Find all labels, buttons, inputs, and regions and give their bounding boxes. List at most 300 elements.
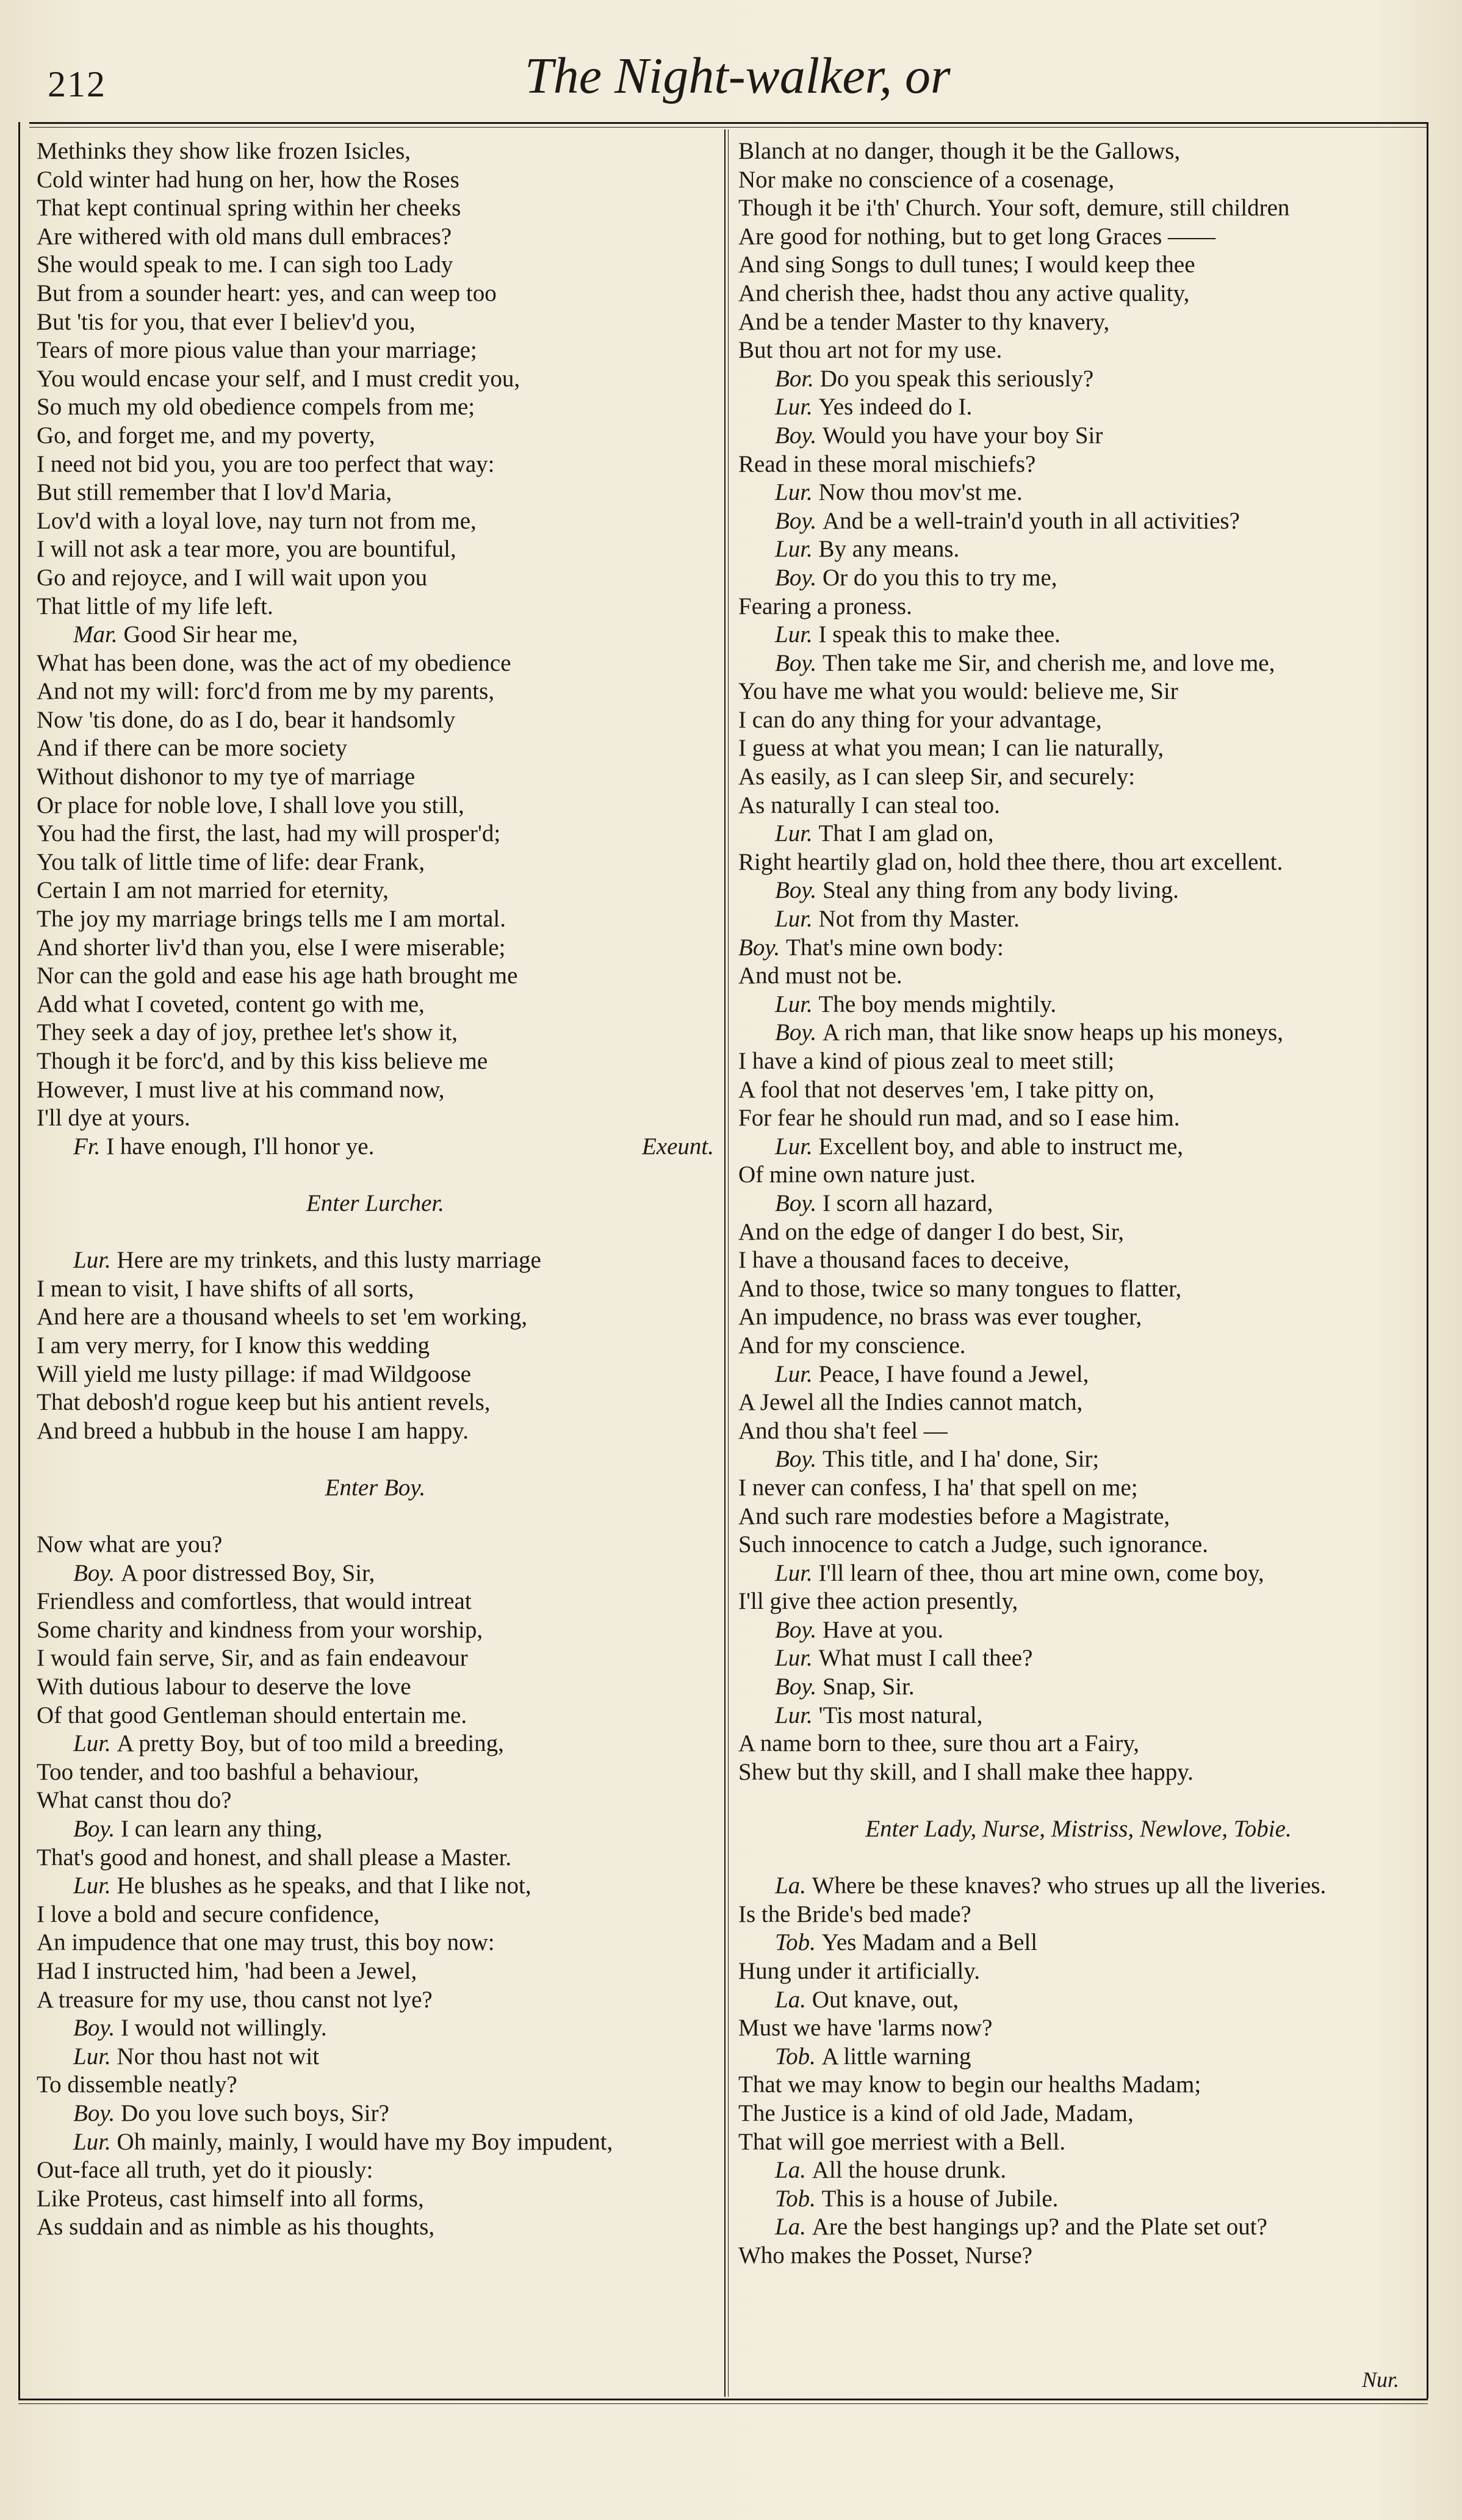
verse-line (738, 1246, 1419, 1275)
line-text: And shorter liv'd than you, else I were miserable; (37, 934, 506, 961)
line-text: But thou art not for my use. (738, 337, 1003, 364)
line-text: That I am glad on, (818, 820, 994, 847)
verse-line (37, 1957, 714, 1986)
verse-line (738, 1872, 1419, 1901)
verse-line (738, 1190, 1419, 1218)
line-text: Have at you. (822, 1616, 944, 1643)
verse-line (738, 1104, 1419, 1133)
line-text: Go and rejoyce, and I will wait upon you (37, 564, 428, 591)
line-text: I will not ask a tear more, you are bountiful, (37, 536, 456, 563)
line-text: A pretty Boy, but of too mild a breeding, (117, 1730, 504, 1757)
verse-line (37, 223, 714, 251)
verse-line (738, 1019, 1419, 1047)
line-text: I have a kind of pious zeal to meet still; (738, 1048, 1115, 1074)
verse-line (37, 792, 714, 820)
line-text: And not my will: forc'd from me by my parents, (37, 678, 495, 705)
verse-line (738, 1133, 1419, 1161)
verse-line (37, 137, 714, 166)
line-text: Nor thou hast not wit (117, 2043, 320, 2070)
line-text: Yes indeed do I. (818, 394, 973, 421)
verse-line (738, 1929, 1419, 1957)
line-text: That we may know to begin our healths Madam; (738, 2071, 1201, 2098)
line-text: As suddain and as nimble as his thoughts, (37, 2214, 435, 2240)
verse-line (37, 649, 714, 678)
line-text: Are the best hangings up? and the Plate set out? (812, 2214, 1267, 2240)
speaker-prefix: Lur. (775, 820, 819, 847)
line-text: Are good for nothing, but to get long Graces —— (738, 223, 1216, 250)
verse-line (37, 1673, 714, 1702)
line-text: A little warning (821, 2043, 971, 2070)
verse-line (738, 1587, 1419, 1616)
line-text: Is the Bride's bed made? (738, 1901, 971, 1927)
verse-line (738, 649, 1419, 678)
line-text: And on the edge of danger I do best, Sir, (738, 1218, 1125, 1245)
verse-line (37, 905, 714, 934)
speaker-prefix: Lur. (775, 1645, 819, 1672)
verse-line (738, 2043, 1419, 2071)
verse-line (738, 593, 1419, 621)
verse-line (738, 2014, 1419, 2043)
verse-line (738, 1047, 1419, 1076)
line-text: I would fain serve, Sir, and as fain endeavour (37, 1645, 468, 1672)
verse-line (738, 393, 1419, 422)
verse-line (37, 2071, 714, 2099)
verse-line (37, 1133, 714, 1161)
speaker-prefix: Boy. (775, 422, 823, 449)
verse-line (738, 1702, 1419, 1730)
line-text: Out knave, out, (812, 1986, 959, 2013)
line-text: Lov'd with a loyal love, nay turn not from me, (37, 507, 477, 534)
verse-line (37, 1616, 714, 1645)
speaker-prefix: Lur. (73, 2128, 117, 2155)
blank-line (37, 1503, 714, 1531)
line-text: That's good and honest, and shall please a Master. (37, 1844, 512, 1871)
speaker-prefix: Lur. (775, 479, 819, 506)
verse-line (37, 2099, 714, 2128)
speaker-prefix: Boy. (73, 2099, 121, 2126)
line-text: The joy my marriage brings tells me I am mortal. (37, 906, 506, 933)
verse-line (738, 962, 1419, 991)
line-text: This is a house of Jubile. (821, 2185, 1059, 2212)
verse-line (37, 251, 714, 280)
line-text: And be a tender Master to thy knavery, (738, 308, 1110, 335)
line-text: And to those, twice so many tongues to flatter, (738, 1275, 1182, 1302)
line-text: Snap, Sir. (822, 1673, 915, 1700)
line-text: I can learn any thing, (120, 1816, 323, 1843)
line-text: And here are a thousand wheels to set 'em working, (37, 1304, 528, 1330)
stage-direction: Enter Boy. (325, 1474, 426, 1501)
line-text: You talk of little time of life: dear Frank, (37, 848, 425, 875)
verse-line (738, 280, 1419, 308)
line-text: A treasure for my use, thou canst not lye? (37, 1986, 433, 2013)
speaker-prefix: Lur. (775, 991, 819, 1017)
header-rule-thin (29, 127, 1428, 128)
line-text: Do you speak this seriously? (819, 365, 1094, 392)
line-text: Though it be i'th' Church. Your soft, demure, still children (738, 195, 1290, 222)
verse-line (37, 820, 714, 848)
line-text: I never can confess, I ha' that spell on me; (738, 1474, 1138, 1501)
line-text: And must not be. (738, 962, 902, 989)
line-text: I scorn all hazard, (822, 1190, 993, 1216)
line-text: Nor can the gold and ease his age hath brought me (37, 962, 518, 989)
verse-line (738, 2156, 1419, 2185)
line-text: I would not willingly. (120, 2015, 327, 2042)
verse-line (37, 1388, 714, 1417)
line-text: What canst thou do? (37, 1787, 232, 1814)
verse-line (37, 1104, 714, 1133)
speaker-prefix: Lur. (73, 1872, 117, 1899)
speaker-prefix: Lur. (775, 1559, 819, 1586)
verse-line (738, 2128, 1419, 2157)
blank-line (738, 1786, 1419, 1815)
speaker-prefix: Boy. (73, 2015, 121, 2042)
verse-line (738, 478, 1419, 507)
verse-line (37, 2128, 714, 2157)
speaker-prefix: Lur. (73, 2043, 117, 2070)
verse-line (37, 1758, 714, 1787)
line-text: A poor distressed Boy, Sir, (120, 1559, 375, 1586)
line-text: You had the first, the last, had my will prosper'd; (37, 820, 501, 847)
line-text: I'll dye at yours. (37, 1105, 190, 1132)
verse-line (37, 280, 714, 308)
verse-line (37, 450, 714, 479)
speaker-prefix: Boy. (775, 1446, 823, 1473)
verse-line (738, 1644, 1419, 1673)
line-text: For fear he should run mad, and so I ease him. (738, 1105, 1180, 1132)
line-text: I guess at what you mean; I can lie naturally, (738, 735, 1164, 762)
line-text: Out-face all truth, yet do it piously: (37, 2157, 373, 2184)
verse-line (738, 2242, 1419, 2270)
line-text: Such innocence to catch a Judge, such ignorance. (738, 1531, 1208, 1558)
verse-line (738, 137, 1419, 166)
verse-line (738, 1303, 1419, 1332)
line-text: I can do any thing for your advantage, (738, 706, 1102, 733)
line-text: That debosh'd rogue keep but his antient revels, (37, 1389, 491, 1416)
speaker-prefix: Mar. (73, 621, 124, 648)
line-text: That will goe merriest with a Bell. (738, 2128, 1066, 2155)
line-text: However, I must live at his command now, (37, 1076, 445, 1103)
verse-line (738, 450, 1419, 479)
verse-line (37, 1275, 714, 1304)
line-text: This title, and I ha' done, Sir; (822, 1446, 1100, 1473)
speaker-prefix: Lur. (775, 1702, 819, 1728)
verse-line (37, 1047, 714, 1076)
verse-line (37, 1019, 714, 1047)
line-text: Read in these moral mischiefs? (738, 450, 1036, 477)
left-frame-rule (18, 122, 20, 2399)
speaker-prefix: Boy. (775, 507, 823, 534)
line-text: Too tender, and too bashful a behaviour, (37, 1758, 419, 1785)
column-divider (724, 129, 726, 2397)
line-text: Then take me Sir, and cherish me, and love me, (822, 649, 1275, 676)
line-text: And for my conscience. (738, 1332, 966, 1359)
line-text: I speak this to make thee. (818, 621, 1060, 648)
verse-line (37, 507, 714, 536)
verse-line (37, 1246, 714, 1275)
verse-line (738, 1417, 1419, 1446)
line-text: I'll give thee action presently, (738, 1588, 1018, 1615)
speaker-prefix: Lur. (775, 621, 819, 648)
line-text: Will yield me lusty pillage: if mad Wildgoose (37, 1360, 472, 1387)
line-text: And if there can be more society (37, 735, 347, 762)
line-text: Shew but thy skill, and I shall make thee happy. (738, 1758, 1194, 1785)
line-text: Without dishonor to my tye of marriage (37, 764, 416, 790)
verse-line (37, 478, 714, 507)
line-text: Fearing a proness. (738, 593, 912, 619)
speaker-prefix: La. (775, 1872, 812, 1899)
stage-direction: Enter Lady, Nurse, Mistriss, Newlove, Tobie. (865, 1816, 1292, 1843)
line-text: You would encase your self, and I must credit you, (37, 365, 520, 392)
blank-line (738, 1844, 1419, 1872)
speaker-prefix: Boy. (775, 1190, 823, 1216)
verse-line (37, 194, 714, 223)
speaker-prefix: Boy. (738, 934, 786, 961)
line-text: Who makes the Posset, Nurse? (738, 2242, 1032, 2269)
line-text: As naturally I can steal too. (738, 792, 1000, 818)
line-text: Oh mainly, mainly, I would have my Boy impudent, (117, 2128, 613, 2155)
verse-line (37, 876, 714, 905)
line-text: Of that good Gentleman should entertain me. (37, 1702, 467, 1728)
line-text: By any means. (818, 536, 960, 563)
line-text: I have a thousand faces to deceive, (738, 1247, 1070, 1274)
exit-direction: Exeunt. (641, 1133, 714, 1160)
line-text: What must I call thee? (818, 1645, 1033, 1672)
verse-line (738, 336, 1419, 365)
verse-line (37, 393, 714, 422)
line-text: But 'tis for you, that ever I believ'd you, (37, 308, 416, 335)
verse-line (37, 2014, 714, 2043)
line-text: Had I instructed him, 'had been a Jewel, (37, 1958, 417, 1984)
catchword: Nur. (1362, 2367, 1400, 2392)
line-text: They seek a day of joy, prethee let's show it, (37, 1019, 458, 1046)
line-text: Now thou mov'st me. (818, 479, 1023, 506)
line-text: Steal any thing from any body living. (822, 877, 1179, 904)
header-rule (29, 122, 1428, 124)
verse-line (738, 1360, 1419, 1389)
line-text: Like Proteus, cast himself into all forms, (37, 2185, 424, 2212)
speaker-prefix: La. (775, 1986, 812, 2013)
speaker-prefix: Lur. (775, 1133, 819, 1160)
verse-line (738, 2099, 1419, 2128)
verse-line (37, 166, 714, 195)
line-text: All the house drunk. (812, 2157, 1007, 2184)
verse-line (37, 2043, 714, 2071)
line-text: Some charity and kindness from your worship, (37, 1616, 483, 1643)
line-text: You have me what you would: believe me, Sir (738, 678, 1178, 705)
line-text: Add what I coveted, content go with me, (37, 991, 425, 1017)
verse-line (37, 422, 714, 450)
verse-line (37, 1332, 714, 1360)
verse-line (738, 564, 1419, 593)
line-text: Certain I am not married for eternity, (37, 877, 389, 904)
verse-line (37, 1076, 714, 1105)
verse-line (738, 1332, 1419, 1360)
line-text: But from a sounder heart: yes, and can weep too (37, 280, 497, 306)
verse-line (738, 1986, 1419, 2015)
verse-line (738, 1758, 1419, 1787)
line-text: And sing Songs to dull tunes; I would keep thee (738, 251, 1195, 278)
verse-line (738, 1388, 1419, 1417)
line-text: I'll learn of thee, thou art mine own, come boy, (818, 1559, 1264, 1586)
line-text: Where be these knaves? who strues up all the liveries. (812, 1872, 1327, 1899)
line-text: Go, and forget me, and my poverty, (37, 422, 375, 449)
verse-line (738, 1503, 1419, 1531)
verse-line (37, 763, 714, 792)
line-text: Cold winter had hung on her, how the Roses (37, 166, 459, 193)
verse-line (738, 621, 1419, 649)
verse-line (37, 1702, 714, 1730)
speaker-prefix: Lur. (73, 1247, 117, 1274)
verse-line (738, 2185, 1419, 2214)
verse-line (738, 1730, 1419, 1758)
line-text: To dissemble neatly? (37, 2071, 237, 2098)
speaker-prefix: Boy. (775, 1616, 823, 1643)
line-text: With dutious labour to deserve the love (37, 1673, 411, 1700)
verse-line (738, 792, 1419, 820)
line-text: An impudence, no brass was ever tougher, (738, 1304, 1142, 1330)
verse-line (37, 564, 714, 593)
speaker-prefix: Lur. (775, 1360, 819, 1387)
verse-line (738, 706, 1419, 735)
verse-line (37, 1786, 714, 1815)
verse-line (738, 1275, 1419, 1304)
speaker-prefix: La. (775, 2214, 812, 2240)
line-text: That kept continual spring within her cheeks (37, 195, 461, 222)
line-text: A fool that not deserves 'em, I take pitty on, (738, 1076, 1154, 1103)
verse-line (738, 251, 1419, 280)
line-text: Excellent boy, and able to instruct me, (818, 1133, 1184, 1160)
line-text: A Jewel all the Indies cannot match, (738, 1389, 1083, 1416)
line-text: I am very merry, for I know this wedding (37, 1332, 430, 1359)
line-text: Or do you this to try me, (822, 564, 1057, 591)
line-text: I need not bid you, you are too perfect that way: (37, 450, 495, 477)
line-text: Yes Madam and a Bell (821, 1929, 1038, 1956)
verse-line (738, 1218, 1419, 1247)
verse-line (37, 1730, 714, 1758)
speaker-prefix: Tob. (775, 2043, 822, 2070)
verse-line (37, 336, 714, 365)
line-text: The Justice is a kind of old Jade, Madam, (738, 2099, 1134, 2126)
verse-line (37, 1303, 714, 1332)
speaker-prefix: Lur. (775, 536, 819, 563)
verse-line (738, 876, 1419, 905)
verse-line (738, 535, 1419, 564)
verse-line (37, 962, 714, 991)
line-text: And thou sha't feel — (738, 1417, 948, 1444)
speaker-prefix: Tob. (775, 1929, 822, 1956)
verse-line (738, 1559, 1419, 1588)
line-text: He blushes as he speaks, and that I like not, (117, 1872, 531, 1899)
verse-line (738, 1673, 1419, 1702)
verse-line (37, 1901, 714, 1929)
verse-line (37, 1815, 714, 1844)
blank-line (37, 1218, 714, 1247)
verse-line (738, 507, 1419, 536)
line-text: Would you have your boy Sir (822, 422, 1103, 449)
line-text: Are withered with old mans dull embraces? (37, 223, 452, 250)
line-text: Right heartily glad on, hold thee there, thou art excellent. (738, 848, 1283, 875)
verse-line (37, 1417, 714, 1446)
line-text: And cherish thee, hadst thou any active quality, (738, 280, 1190, 306)
speaker-prefix: Lur. (73, 1730, 117, 1757)
verse-line (738, 820, 1419, 848)
verse-line (738, 166, 1419, 195)
verse-line (37, 677, 714, 706)
running-head: The Night-walker, or (525, 48, 951, 104)
line-text: And be a well-train'd youth in all activities? (822, 507, 1240, 534)
verse-line (37, 1360, 714, 1389)
verse-line (738, 905, 1419, 934)
line-text: Now 'tis done, do as I do, bear it handsomly (37, 706, 456, 733)
verse-line (37, 848, 714, 877)
verse-line (738, 1474, 1419, 1503)
line-text: Do you love such boys, Sir? (120, 2099, 389, 2126)
line-text: She would speak to me. I can sigh too Lady (37, 251, 453, 278)
line-text: I have enough, I'll honor ye. (106, 1133, 375, 1160)
speaker-prefix: Boy. (775, 1673, 823, 1700)
verse-line (738, 1901, 1419, 1929)
verse-line (37, 734, 714, 763)
line-text: That's mine own body: (785, 934, 1004, 961)
right-text-column (738, 137, 1419, 2270)
speaker-prefix: Fr. (73, 1133, 107, 1160)
verse-line (37, 934, 714, 962)
footer-rule-thin (18, 2403, 1428, 2404)
line-text: And such rare modesties before a Magistrate, (738, 1503, 1170, 1529)
verse-line (738, 848, 1419, 877)
line-text: Good Sir hear me, (123, 621, 298, 648)
verse-line (37, 1929, 714, 1957)
page-number: 212 (48, 64, 106, 104)
verse-line (37, 1587, 714, 1616)
line-text: Hung under it artificially. (738, 1958, 981, 1984)
verse-line (738, 422, 1419, 450)
verse-line (738, 991, 1419, 1019)
verse-line (37, 1531, 714, 1559)
speaker-prefix: Tob. (775, 2185, 822, 2212)
line-text: Blanch at no danger, though it be the Gallows, (738, 138, 1181, 164)
verse-line (738, 934, 1419, 962)
verse-line (37, 593, 714, 621)
line-text: Must we have 'larms now? (738, 2015, 993, 2042)
verse-line (37, 1986, 714, 2015)
right-frame-rule (1427, 122, 1428, 2399)
line-text: As easily, as I can sleep Sir, and securely: (738, 764, 1136, 790)
verse-line (738, 308, 1419, 337)
verse-line (738, 2071, 1419, 2099)
line-text: Methinks they show like frozen Isicles, (37, 138, 411, 164)
speaker-prefix: Bor. (775, 365, 820, 392)
verse-line (37, 1644, 714, 1673)
verse-line (37, 1844, 714, 1872)
speaker-prefix: Boy. (73, 1816, 121, 1843)
verse-line (37, 706, 714, 735)
verse-line (37, 308, 714, 337)
left-text-column (37, 137, 714, 2242)
line-text: I love a bold and secure confidence, (37, 1901, 380, 1927)
speaker-prefix: Boy. (775, 564, 823, 591)
verse-line (738, 677, 1419, 706)
line-text: I mean to visit, I have shifts of all sorts, (37, 1275, 414, 1302)
verse-line (37, 2156, 714, 2185)
speaker-prefix: Boy. (775, 877, 823, 904)
verse-line (738, 1531, 1419, 1559)
line-text: A name born to thee, sure thou art a Fairy, (738, 1730, 1140, 1757)
footer-rule (18, 2399, 1428, 2400)
line-text: Of mine own nature just. (738, 1161, 976, 1188)
verse-line (738, 1161, 1419, 1190)
line-text: That little of my life left. (37, 593, 273, 619)
